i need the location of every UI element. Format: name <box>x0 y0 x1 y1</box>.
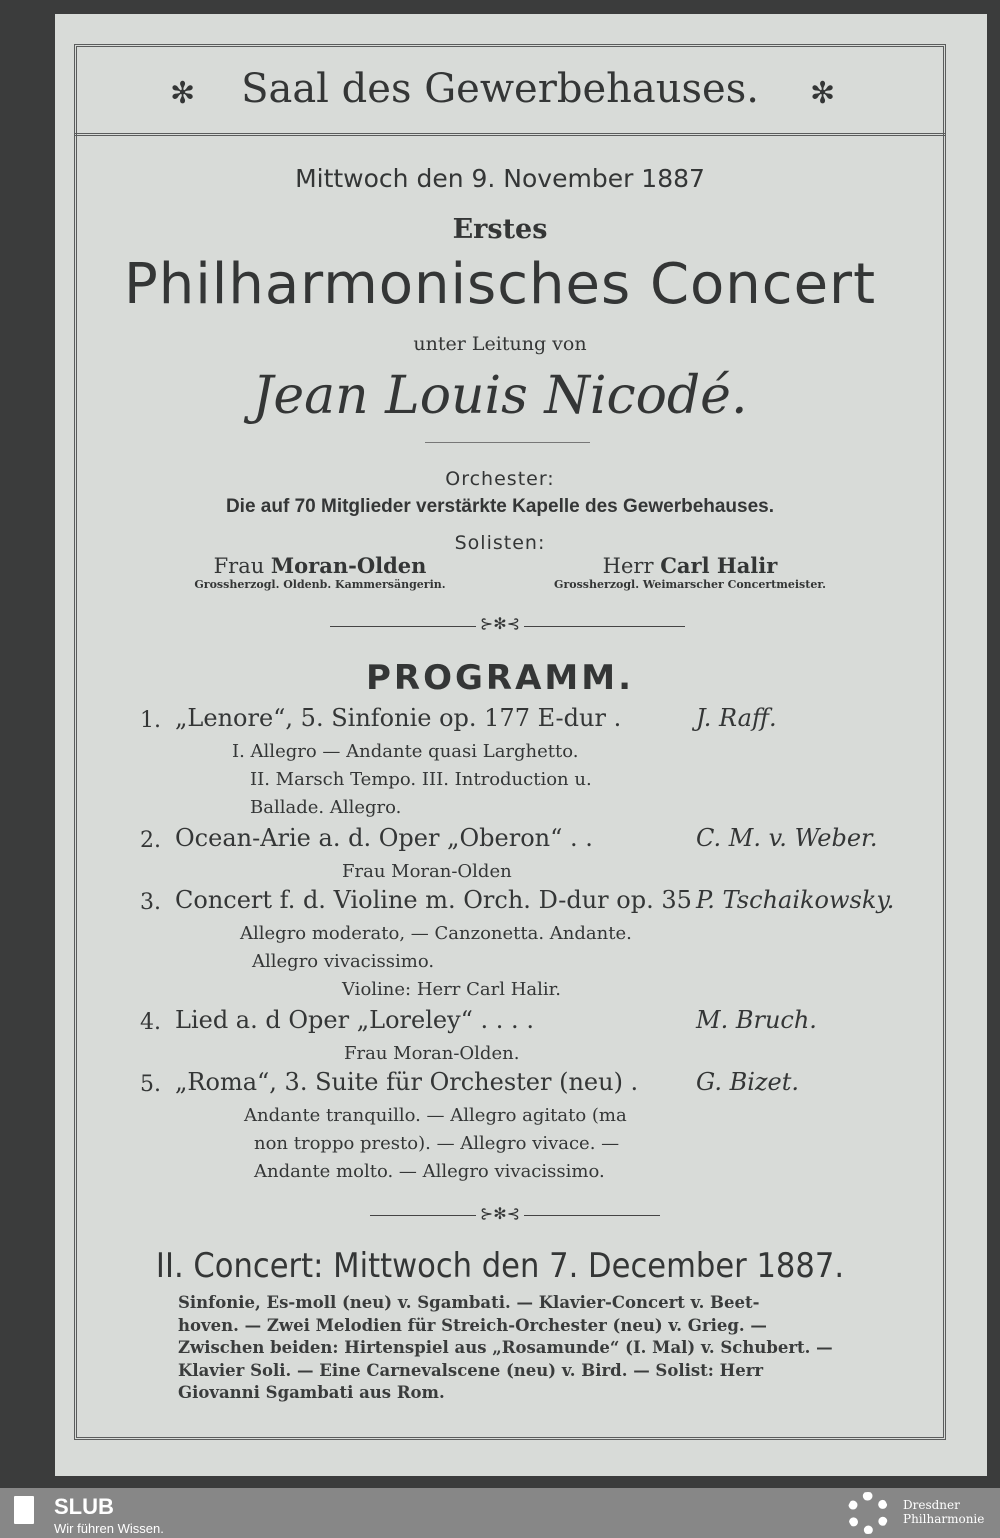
divider-ornament-2: ⊱✻⊰ <box>476 1204 524 1223</box>
soloist-role: Grossherzogl. Weimarscher Concertmeister. <box>554 578 826 591</box>
soloist-role: Grossherzogl. Oldenb. Kammersängerin. <box>194 578 446 591</box>
divider-ornament: ⊱✻⊰ <box>476 614 524 633</box>
item-detail: non troppo presto). — Allegro vivace. — <box>254 1133 620 1154</box>
item-detail: Frau Moran-Olden <box>342 861 512 882</box>
item-number: 4. <box>140 1010 161 1035</box>
detail-line: Sinfonie, Es-moll (neu) v. Sgambati. — Klavier-Concert v. Beet- <box>178 1293 760 1312</box>
orchestra-label: Orchester: <box>445 468 555 490</box>
concert-ordinal: Erstes <box>452 214 548 245</box>
soloist-name: Carl Halir <box>660 553 778 578</box>
item-composer: M. Bruch. <box>696 1006 817 1034</box>
item-composer: J. Raff. <box>696 704 777 732</box>
item-detail: II. Marsch Tempo. III. Introduction u. <box>250 769 592 790</box>
footer-bar <box>0 1488 1000 1538</box>
soloist-name: Moran-Olden <box>270 553 427 578</box>
slub-book-icon <box>14 1496 34 1524</box>
item-detail: I. Allegro — Andante quasi Larghetto. <box>232 741 579 762</box>
item-detail: Allegro moderato, — Canzonetta. Andante. <box>240 923 632 944</box>
philharmonie-logo <box>903 1498 984 1526</box>
item-number: 2. <box>140 828 161 853</box>
item-work: „Roma“, 3. Suite für Orchester (neu) . <box>175 1068 639 1096</box>
slub-tagline: Wir führen Wissen. <box>54 1521 164 1536</box>
ornament-right: ✻ <box>810 76 836 111</box>
item-detail: Frau Moran-Olden. <box>344 1043 520 1064</box>
detail-line: Klavier Soli. — Eine Carnevalscene (neu) v. Bird. — Solist: Herr <box>178 1360 764 1380</box>
item-number: 3. <box>140 890 161 915</box>
detail-line: aus Rom. <box>353 1383 445 1402</box>
programme-title: PROGRAMM. <box>366 658 634 698</box>
item-number: 5. <box>140 1072 161 1097</box>
philharmonie-logo-icon <box>847 1492 889 1534</box>
concert-date: Mittwoch den 9. November 1887 <box>295 164 705 193</box>
item-work: Ocean-Arie a. d. Oper „Oberon“ . . <box>175 824 593 852</box>
logo-line: Philharmonie <box>903 1512 985 1526</box>
orchestra-text: Die auf 70 Mitglieder verstärkte Kapelle des Gewerbehauses. <box>225 496 775 517</box>
soloist-2 <box>530 553 850 591</box>
next-concert-heading: II. Concert: Mittwoch den 7. December 1887. <box>155 1246 845 1286</box>
slub-logo: SLUB <box>54 1494 114 1519</box>
ornament-left: ✻ <box>170 76 196 111</box>
item-composer: P. Tschaikowsky. <box>696 886 895 914</box>
item-composer: G. Bizet. <box>696 1068 800 1096</box>
logo-line: Dresdner <box>903 1498 960 1512</box>
item-number: 1. <box>140 708 161 733</box>
item-detail: Allegro vivacissimo. <box>252 951 435 972</box>
item-work: Lied a. d Oper „Loreley“ . . . . <box>175 1006 534 1034</box>
wavy-divider <box>425 442 590 443</box>
conducted-by: unter Leitung von <box>413 333 587 355</box>
item-work: „Lenore“, 5. Sinfonie op. 177 E-dur . <box>175 704 622 732</box>
item-detail: Ballade. Allegro. <box>250 797 402 818</box>
soloist-title: Frau <box>213 554 265 578</box>
soloist-1 <box>170 553 470 591</box>
conductor-name: Jean Louis Nicodé. <box>252 366 748 426</box>
item-work: Concert f. d. Violine m. Orch. D-dur op. 35 <box>175 886 692 914</box>
soloists-label: Solisten: <box>454 532 546 554</box>
next-concert-details <box>178 1292 833 1405</box>
detail-line: hoven. — Zwei Melodien für Streich-Orchester (neu) v. Grieg. — <box>178 1315 767 1335</box>
venue-title: Saal des Gewerbehauses. <box>241 66 759 112</box>
item-detail: Andante tranquillo. — Allegro agitato (ma <box>244 1105 627 1126</box>
item-detail: Violine: Herr Carl Halir. <box>342 979 561 1000</box>
item-composer: C. M. v. Weber. <box>696 824 878 852</box>
concert-title: Philharmonisches Concert <box>123 252 877 317</box>
soloist-title: Herr <box>602 554 654 578</box>
detail-line: Zwischen beiden: Hirtenspiel aus „Rosamunde“ (I. Mal) v. Schubert. — <box>178 1338 833 1357</box>
soloist-name: Giovanni Sgambati <box>178 1383 354 1402</box>
item-detail: Andante molto. — Allegro vivacissimo. <box>254 1161 605 1182</box>
